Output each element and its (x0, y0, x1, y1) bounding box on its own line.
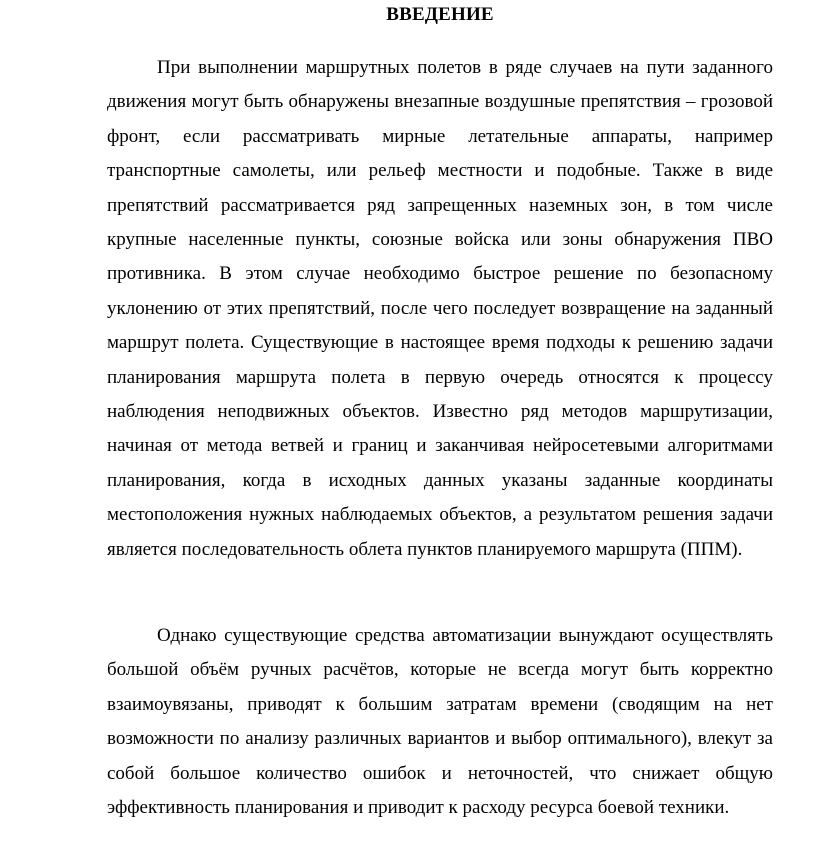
paragraph-2: Однако существующие средства автоматизации вынуждают осуществлять большой объём ручных расчётов, которые не всегда могут быть корректно взаимоувязаны, приводят к большим затратам времени (сводящим на нет возможности по анализу различных вариантов и выбор оптимального), влекут за собой большое количество ошибок и неточностей, что снижает общую эффективность планирования и приводит к расходу ресурса боевой техники. (107, 625, 773, 819)
section-heading: ВВЕДЕНИЕ (386, 4, 494, 25)
paragraph-1: При выполнении маршрутных полетов в ряде случаев на пути заданного движения могут быть обнаружены внезапные воздушные препятствия – грозовой фронт, если рассматривать мирные летательные аппараты, например транспортные самолеты, или рельеф местности и подобные. Также в виде препятствий рассматривается ряд запрещенных наземных зон, в том числе крупные населенные пункты, союзные войска или зоны обнаружения ПВО противника. В этом случае необходимо быстрое решение по безопасному уклонению от этих препятствий, после чего последует возвращение на заданный маршрут полета. Существующие в настоящее время подходы к решению задачи планирования маршрута полета в первую очередь относятся к процессу наблюдения неподвижных объектов. Известно ряд методов маршрутизации, начиная от метода ветвей и границ и заканчивая нейросетевыми алгоритмами планирования, когда в исходных данных указаны заданные координаты местоположения нужных наблюдаемых объектов, а результатом решения задачи является последовательность облета пунктов планируемого маршрута (ППМ). (107, 57, 773, 560)
